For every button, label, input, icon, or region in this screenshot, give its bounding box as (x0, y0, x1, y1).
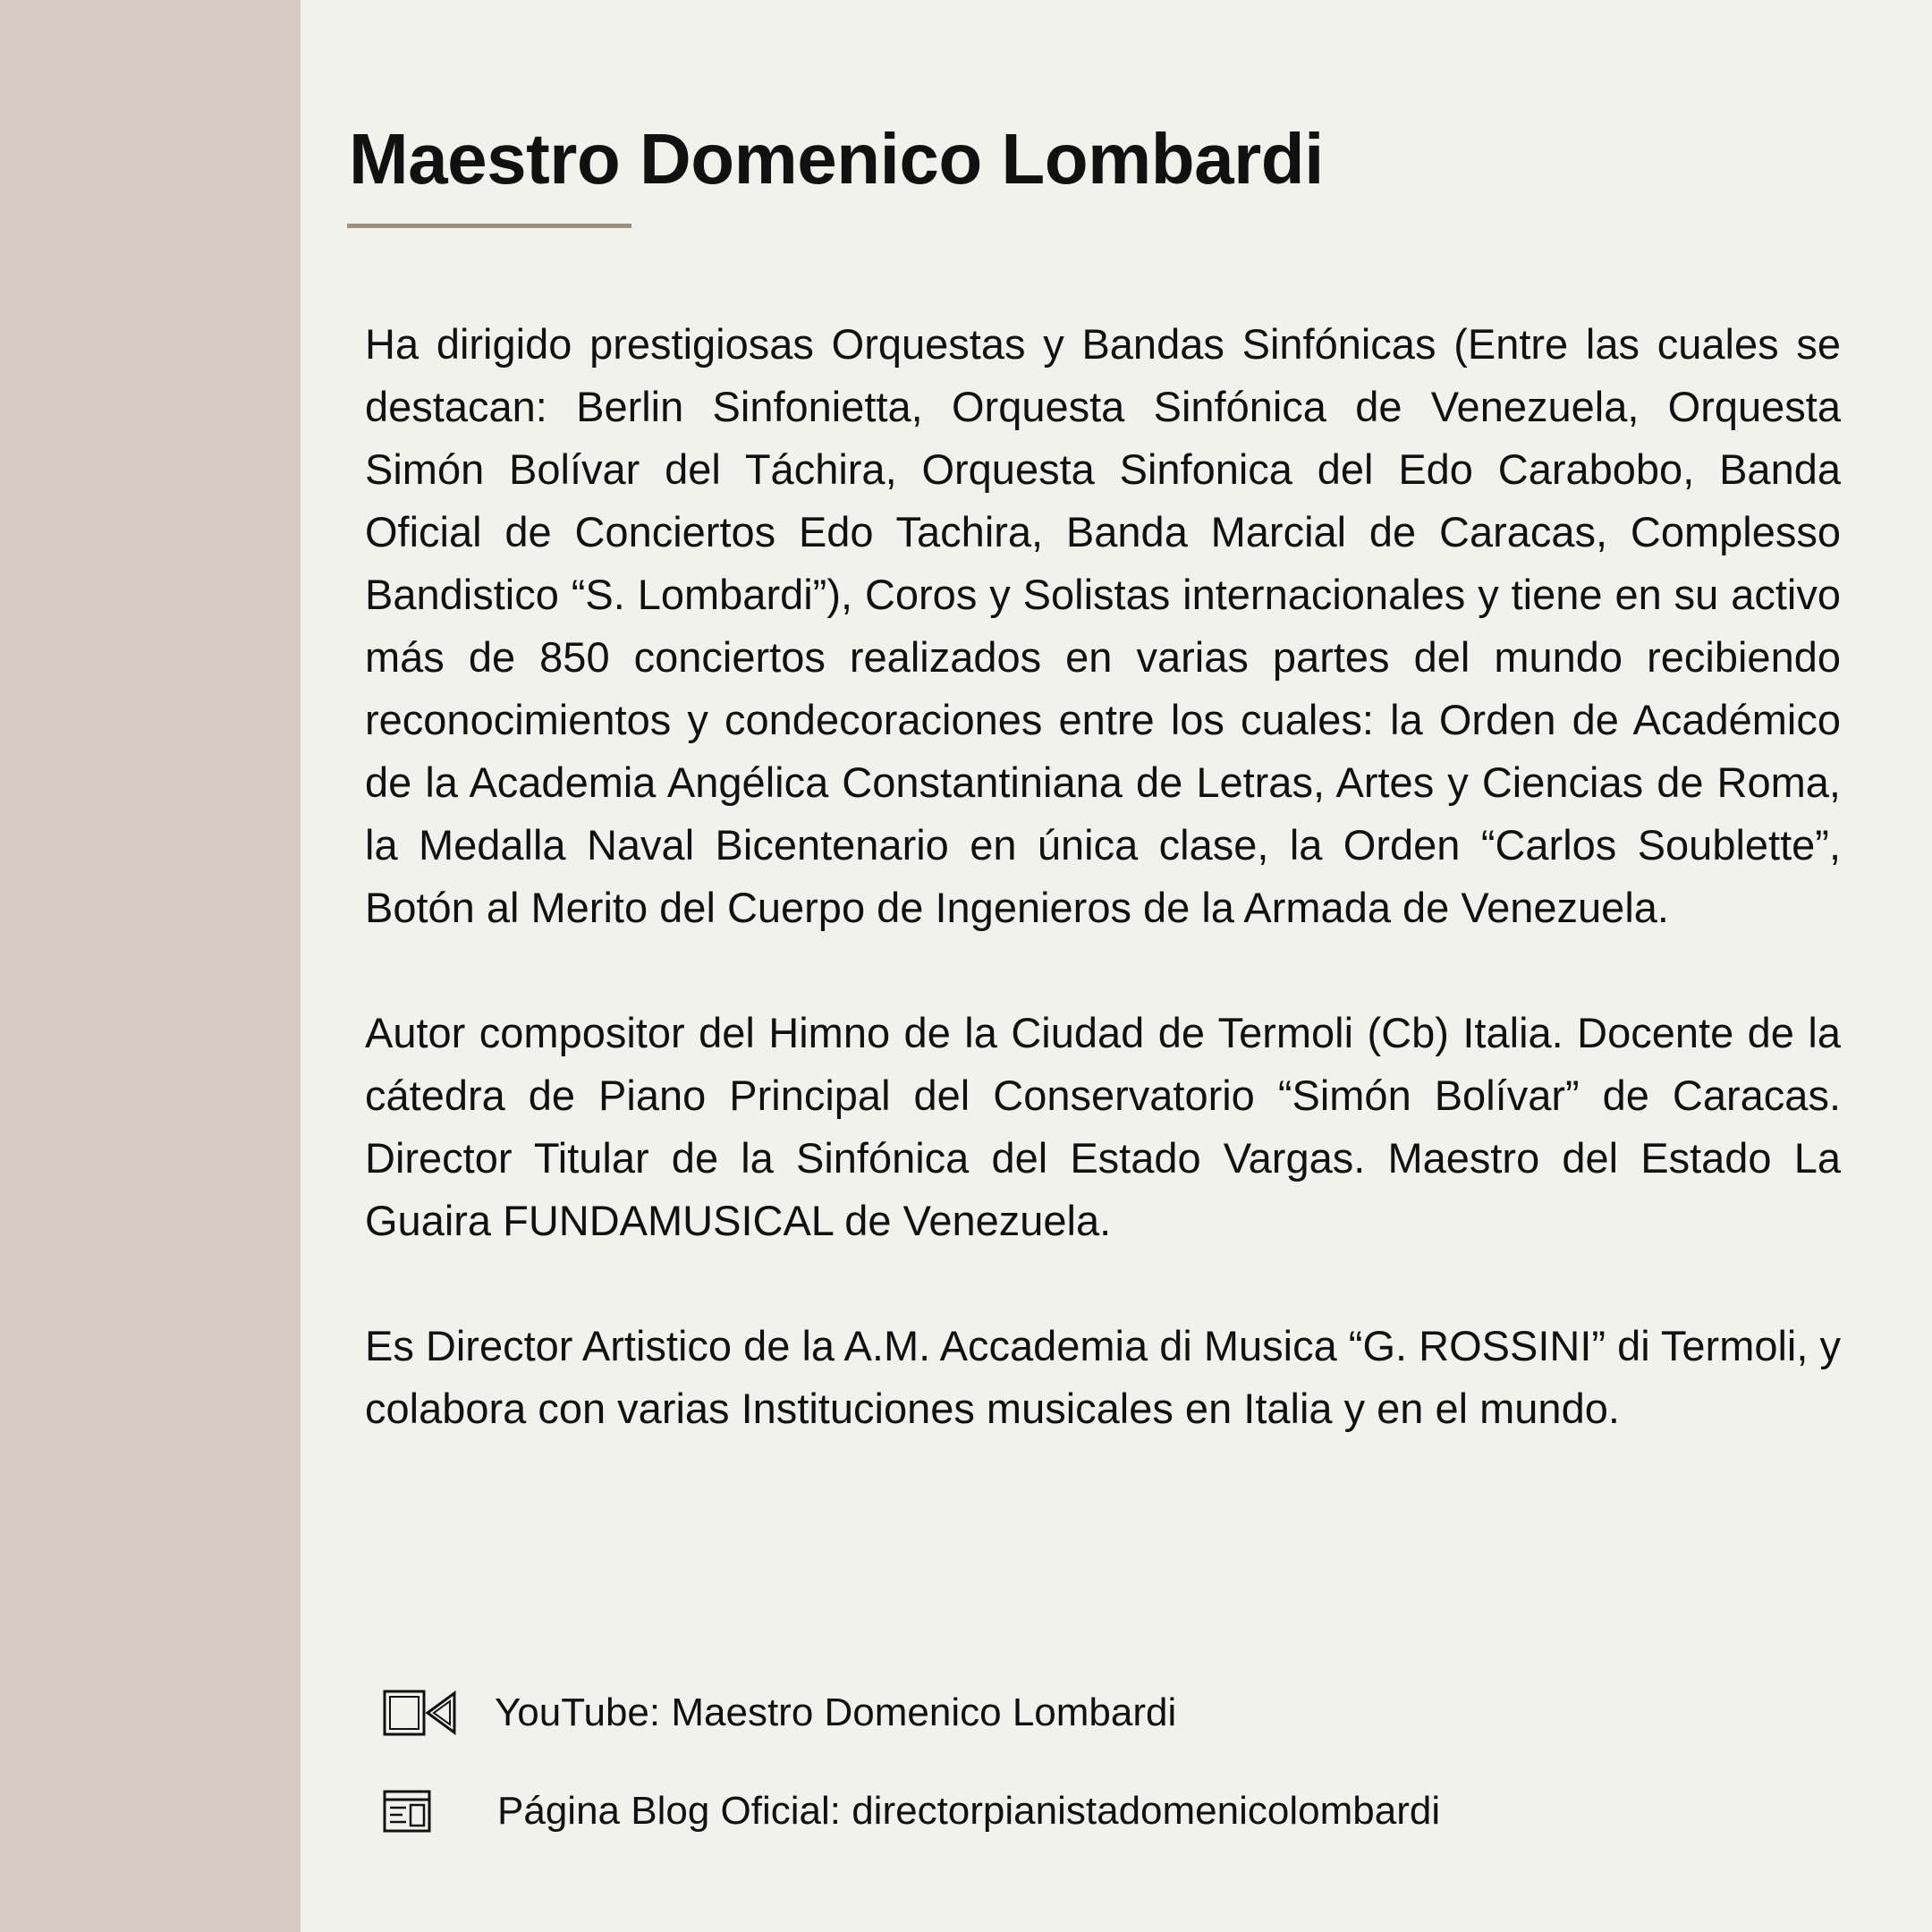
biography-paragraph-1: Ha dirigido prestigiosas Orquestas y Bandas Sinfónicas (Entre las cuales se destacan: Berlin Sinfonietta, Orquesta Sinfónica de Venezuela, Orquesta Simón Bolívar del Táchira, Orquesta Sinfonica del Edo Carabobo, Banda Oficial de Conciertos Edo Tachira, Banda Marcial de Caracas, Complesso Bandistico “S. Lombardi”), Coros y Solistas internacionales y tiene en su activo más de 850 conciertos realizados en varias partes del mundo recibiendo reconocimientos y condecoraciones entre los cuales: la Orden de Académico de la Academia Angélica Constantiniana de Letras, Artes y Ciencias de Roma, la Medalla Naval Bicentenario en única clase, la Orden “Carlos Soublette”, Botón al Merito del Cuerpo de Ingenieros de la Armada de Venezuela. (365, 320, 1841, 931)
page-title: Maestro Domenico Lombardi (349, 119, 1324, 199)
blog-link-label: Página Blog Oficial: directorpianistadomenicolombardi (497, 1789, 1441, 1833)
youtube-link[interactable] (383, 1682, 1724, 1744)
side-band (0, 0, 301, 1932)
biography-paragraph-2: Autor compositor del Himno de la Ciudad de Termoli (Cb) Italia. Docente de la cátedra de Piano Principal del Conservatorio “Simón Bolívar” de Caracas. Director Titular de la Sinfónica del Estado Vargas. Maestro del Estado La Guaira FUNDAMUSICAL de Venezuela. (365, 1009, 1841, 1244)
title-underline (347, 224, 631, 228)
video-camera-icon (383, 1690, 456, 1736)
blog-page-icon (383, 1790, 431, 1833)
content-panel (301, 0, 1932, 1932)
biography-paragraph-3: Es Director Artistico de la A.M. Accademia di Musica “G. ROSSINI” di Termoli, y colabora con varias Instituciones musicales en Italia y en el mundo. (365, 1322, 1841, 1432)
biography-text (365, 313, 1841, 1503)
contact-links (383, 1682, 1724, 1843)
youtube-link-label: YouTube: Maestro Domenico Lombardi (495, 1690, 1177, 1734)
blog-link[interactable] (383, 1780, 1724, 1843)
